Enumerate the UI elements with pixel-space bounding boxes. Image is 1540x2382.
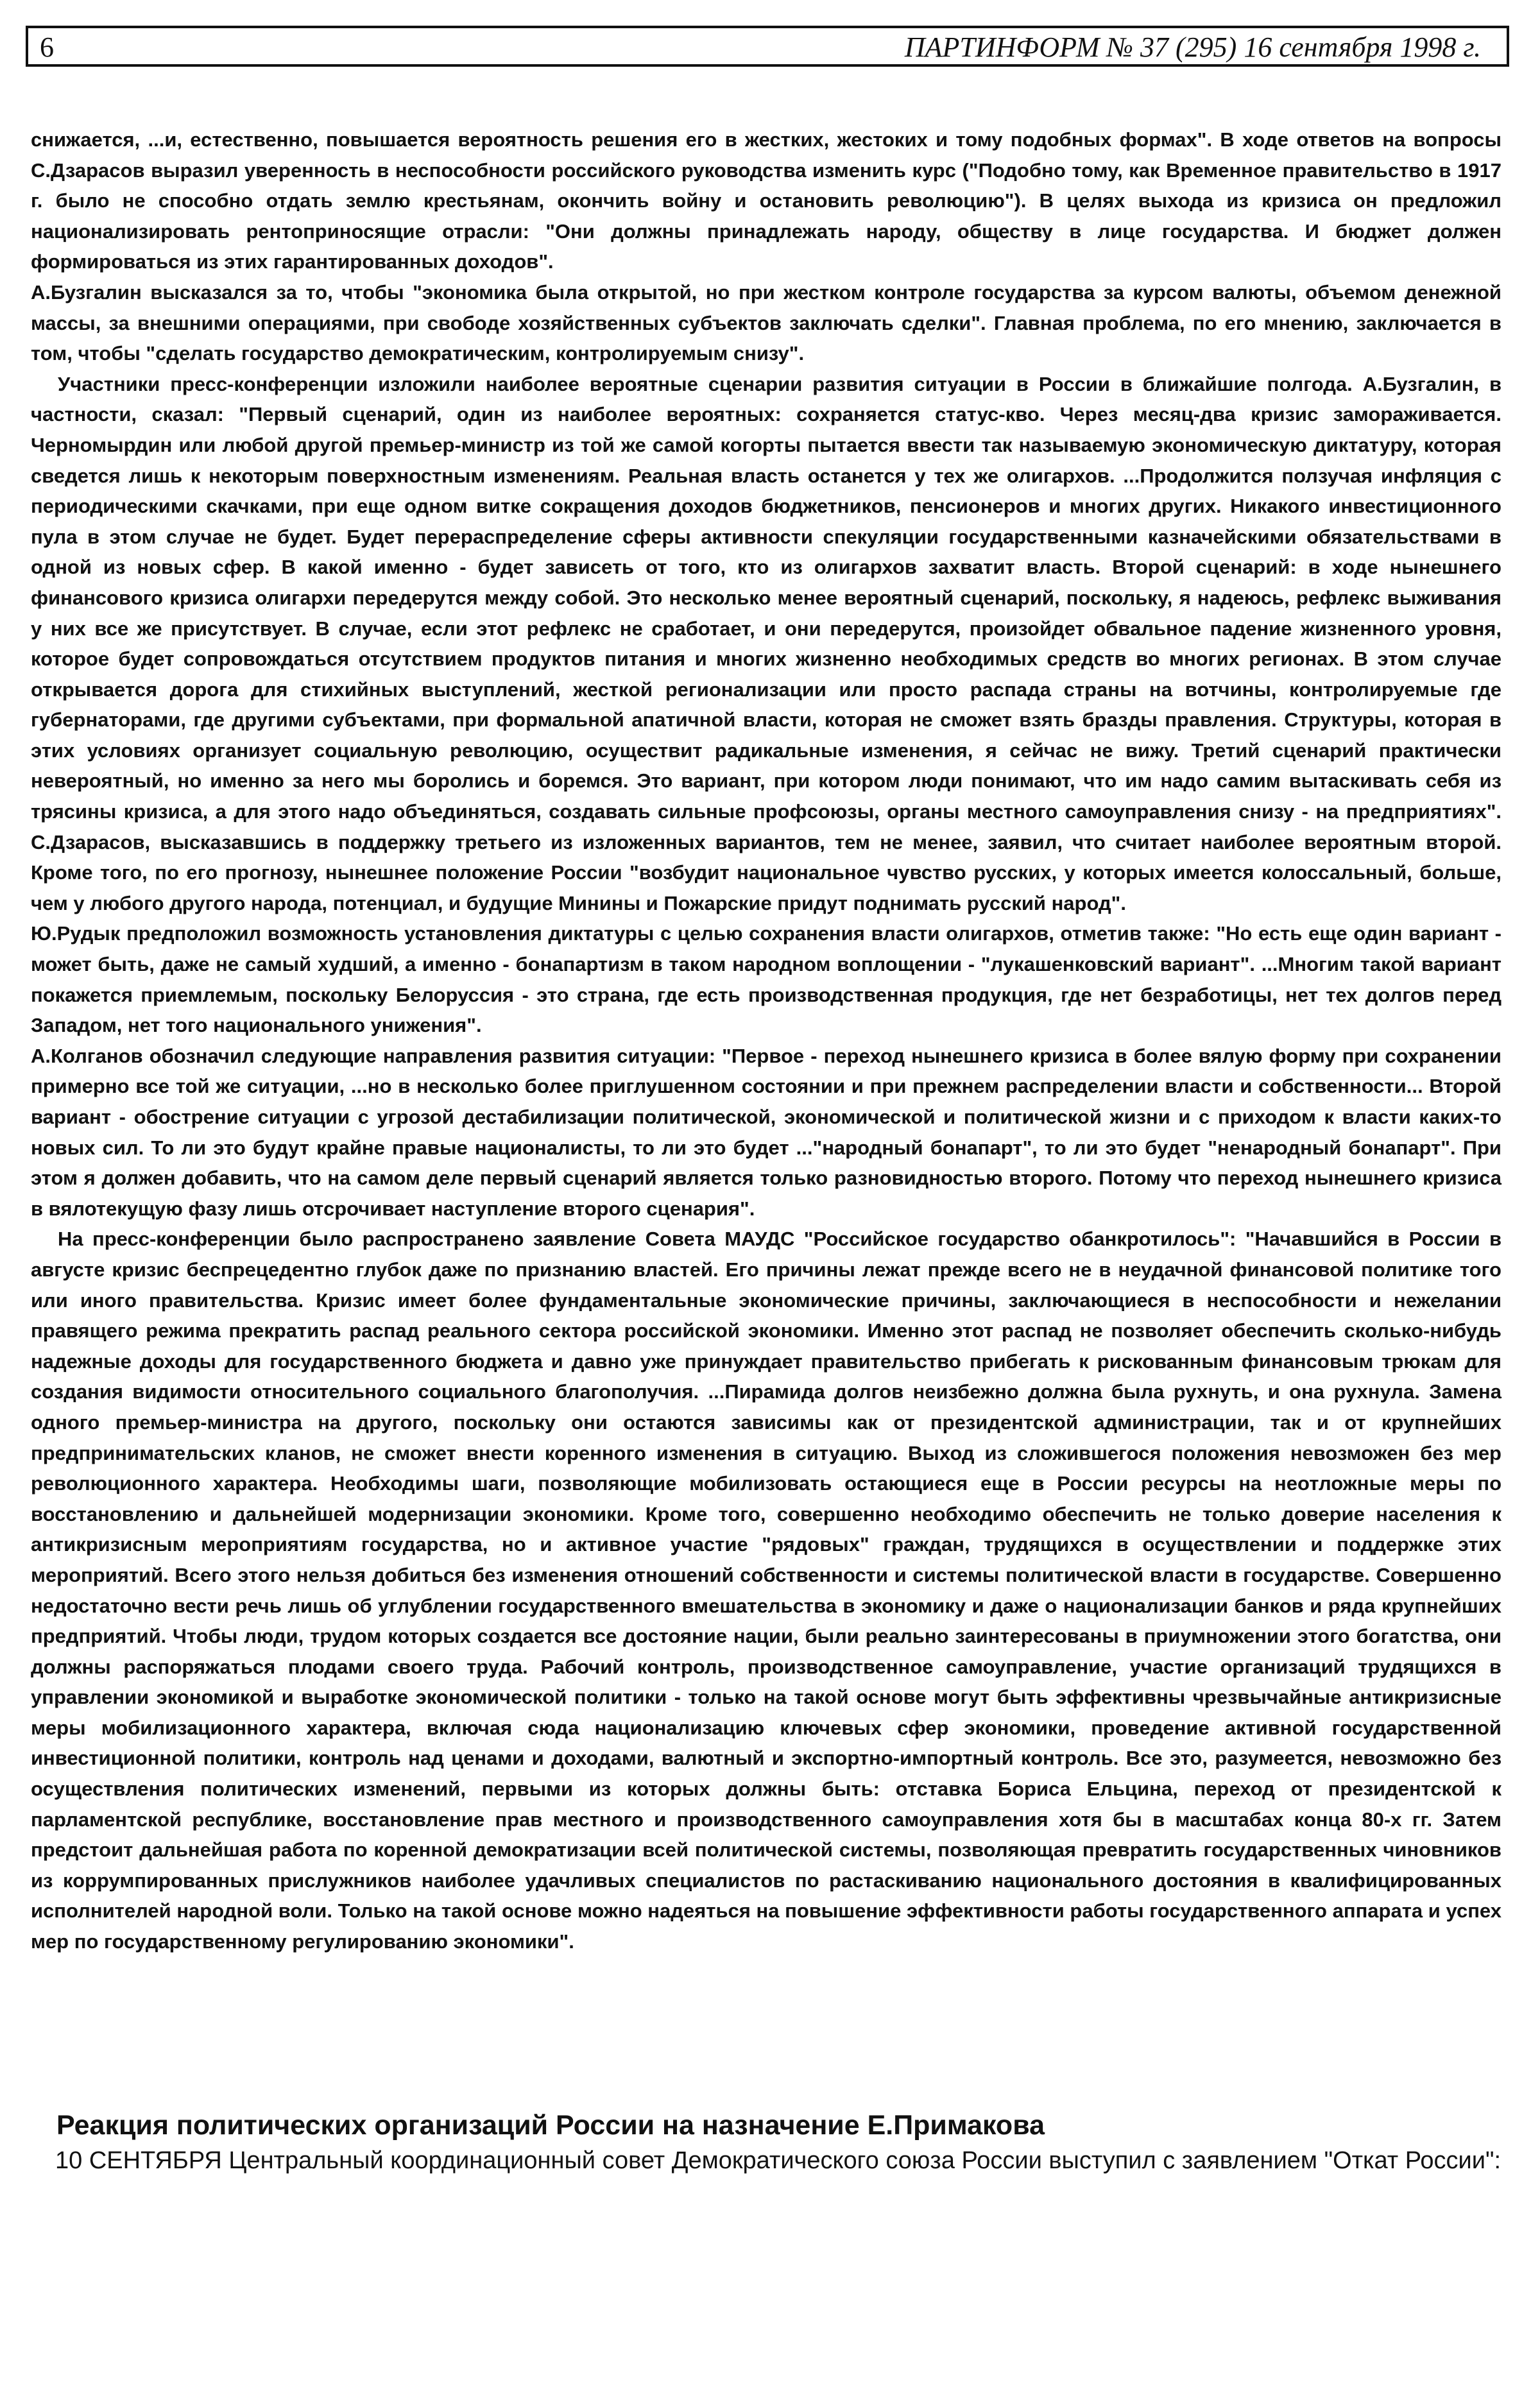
page-header	[26, 26, 1509, 67]
publication-title: ПАРТИНФОРМ № 37 (295) 16 сентября 1998 г.	[904, 31, 1481, 63]
article-paragraph: Участники пресс-конференции изложили наиболее вероятные сценарии развития ситуации в России в ближайшие полгода. А.Бузгалин, в частности, сказал: "Первый сценарий, один из наиболее вероятных: сохраняется статус-кво. Через месяц-два кризис замораживается. Черномырдин или любой другой премьер-министр из той же самой когорты пытается ввести так называемую экономическую диктатуру, которая сведется лишь к некоторым поверхностным изменениям. Реальная власть останется у тех же олигархов. ...Продолжится ползучая инфляция с периодическими скачками, при еще одном витке сокращения доходов бюджетников, пенсионеров и многих других. Никакого инвестиционного пула в этом случае не будет. Будет перераспределение сферы активности спекуляции государственными казначейскими обязательствами в одной из новых сфер. В какой именно - будет зависеть от того, кто из олигархов захватит власть. Второй сценарий: в ходе нынешнего финансового кризиса олигархи передерутся между собой. Это несколько менее вероятный сценарий, поскольку, я надеюсь, рефлекс выживания у них все же присутствует. В случае, если этот рефлекс не сработает, и они передерутся, произойдет обвальное падение жизненного уровня, которое будет сопровождаться отсутствием продуктов питания и многих жизненно необходимых средств во многих регионах. В этом случае открывается дорога для стихийных выступлений, жесткой регионализации или просто распада страны на вотчины, контролируемые где губернаторами, где другими субъектами, при формальной апатичной власти, которая не сможет взять бразды правления. Структуры, которая в этих условиях организует социальную революцию, осуществит радикальные изменения, я сейчас не вижу. Третий сценарий практически невероятный, но именно за него мы боролись и боремся. Это вариант, при котором люди понимают, что им надо самим вытаскивать себя из трясины кризиса, а для этого надо объединяться, создавать сильные профсоюзы, органы местного самоуправления снизу - на предприятиях". С.Дзарасов, высказавшись в поддержку третьего из изложенных вариантов, тем не менее, заявил, что считает наиболее вероятным второй. Кроме того, по его прогнозу, нынешнее положение России "возбудит национальное чувство русских, у которых имеется колоссальный, больше, чем у любого другого народа, потенциал, и будущие Минины и Пожарские придут поднимать русский народ".	[31, 372, 1502, 914]
article-paragraph: Ю.Рудык предположил возможность установления диктатуры с целью сохранения власти олигархов, отметив также: "Но есть еще один вариант - может быть, даже не самый худший, а именно - бонапартизм в таком народном воплощении - "лукашенковский вариант". ...Многим такой вариант покажется приемлемым, поскольку Белоруссия - это страна, где есть производственная продукция, где нет безработицы, нет тех долгов перед Западом, нет того национального унижения".	[31, 922, 1502, 1037]
section-lead-paragraph: 10 СЕНТЯБРЯ Центральный координационный совет Демократического союза России выступил с заявлением "Откат России":	[55, 2147, 1502, 2174]
article-paragraph: А.Бузгалин высказался за то, чтобы "экономика была открытой, но при жестком контроле государства за курсом валюты, объемом денежной массы, за внешними операциями, при свободе хозяйственных субъектов заключать сделки". Главная проблема, по его мнению, заключается в том, чтобы "сделать государство демократическим, контролируемым снизу".	[31, 280, 1502, 365]
article-body	[31, 124, 1502, 1957]
article-paragraph: снижается, ...и, естественно, повышается вероятность решения его в жестких, жестоких и тому подобных формах". В ходе ответов на вопросы С.Дзарасов выразил уверенность в неспособности российского руководства изменить курс ("Подобно тому, как Временное правительство в 1917 г. было не способно отдать землю крестьянам, окончить войну и остановить революцию"). В целях выхода из кризиса он предложил национализировать рентоприносящие отрасли: "Они должны принадлежать народу, обществу в лице государства. И бюджет должен формироваться из этих гарантированных доходов".	[31, 128, 1502, 273]
page-number: 6	[40, 31, 54, 63]
article-paragraph: На пресс-конференции было распространено заявление Совета МАУДС "Российское государство обанкротилось": "Начавшийся в России в августе кризис беспрецедентно глубок даже по признанию властей. Его причины лежат прежде всего не в неудачной финансовой политике того или иного правительства. Кризис имеет более фундаментальные экономические причины, заключающиеся в неспособности и нежелании правящего режима прекратить распад реального сектора российской экономики. Именно этот распад не позволяет обеспечить сколько-нибудь надежные доходы для государственного бюджета и давно уже принуждает правительство прибегать к рискованным финансовым трюкам для создания видимости относительного социального благополучия. ...Пирамида долгов неизбежно должна была рухнуть, и она рухнула. Замена одного премьер-министра на другого, поскольку они остаются зависимы как от президентской администрации, так и от крупнейших предпринимательских кланов, не сможет внести коренного изменения в ситуацию. Выход из сложившегося положения невозможен без мер революционного характера. Необходимы шаги, позволяющие мобилизовать остающиеся еще в России ресурсы на неотложные меры по восстановлению и дальнейшей модернизации экономики. Кроме того, совершенно необходимо обеспечить не только доверие населения к антикризисным мероприятиям государства, но и активное участие "рядовых" граждан, трудящихся в осуществлении и поддержке этих мероприятий. Всего этого нельзя добиться без изменения отношений собственности и системы политической власти в государстве. Совершенно недостаточно вести речь лишь об углублении государственного вмешательства в экономику и даже о национализации банков и ряда крупнейших предприятий. Чтобы люди, трудом которых создается все достояние нации, были реально заинтересованы в приумножении этого богатства, они должны распоряжаться плодами своего труда. Рабочий контроль, производственное самоуправление, участие организаций трудящихся в управлении экономикой и выработке экономической политики - только на такой основе могут быть эффективны чрезвычайные антикризисные меры мобилизационного характера, включая сюда национализацию ключевых сфер экономики, проведение активной государственной инвестиционной политики, контроль над ценами и доходами, валютный и экспортно-импортный контроль. Все это, разумеется, невозможно без осуществления политических изменений, первыми из которых должны быть: отставка Бориса Ельцина, переход от президентской к парламентской республике, восстановление прав местного и производственного самоуправления хотя бы в масштабах конца 80-х гг. Затем предстоит дальнейшая работа по коренной демократизации всей политической системы, позволяющая превратить государственных чиновников из коррумпированных прислужников наиболее удачливых специалистов по растаскиванию национального достояния в квалифицированных исполнителей народной воли. Только на такой основе можно надеяться на повышение эффективности работы государственного аппарата и успех мер по государственному регулированию экономики".	[31, 1228, 1502, 1953]
section-heading: Реакция политических организаций России на назначение Е.Примакова	[56, 2110, 1045, 2141]
article-paragraph: А.Колганов обозначил следующие направления развития ситуации: "Первое - переход нынешнего кризиса в более вялую форму при сохранении примерно все той же ситуации, ...но в несколько более приглушенном состоянии и при прежнем распределении власти и собственности... Второй вариант - обострение ситуации с угрозой дестабилизации политической, экономической и политической жизни и с приходом к власти каких-то новых сил. То ли это будут крайне правые националисты, то ли это будет ..."народный бонапарт", то ли это будет "ненародный бонапарт". При этом я должен добавить, что на самом деле первый сценарий является только разновидностью второго. Потому что переход нынешнего кризиса в вялотекущую фазу лишь отсрочивает наступление второго сценария".	[31, 1044, 1502, 1220]
